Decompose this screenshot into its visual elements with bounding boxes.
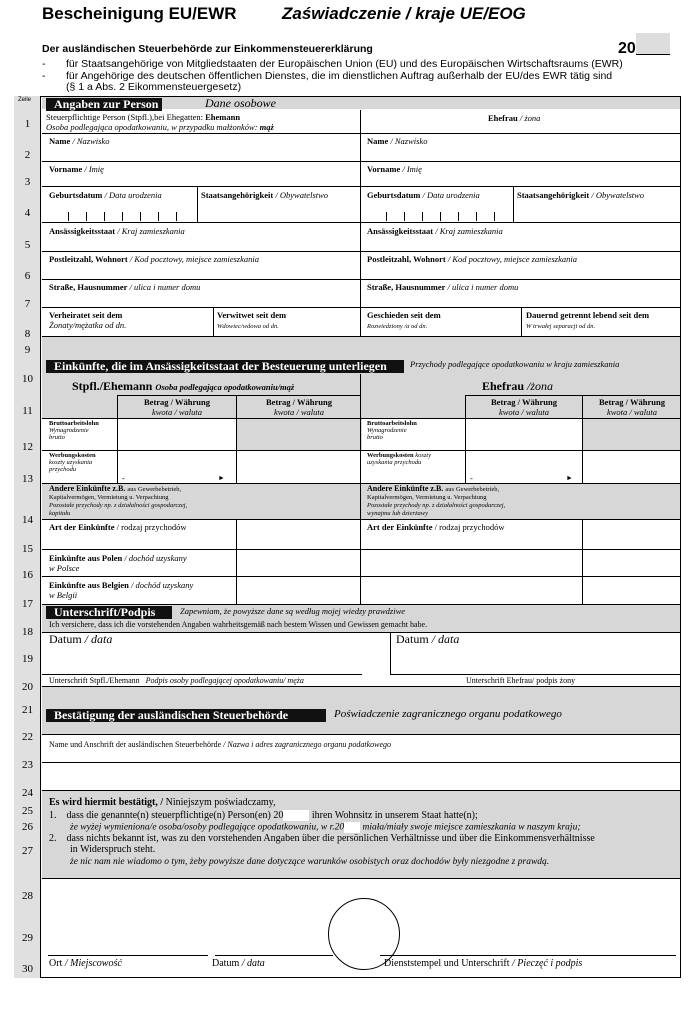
street-label-right[interactable]: Straße, Hausnummer / ulica i numer domu <box>367 282 519 292</box>
income-taxpayer-header: Stpfl./Ehemann Osoba podlegająca opodatkowaniu/mąż <box>72 379 295 393</box>
arrow-icon: ► <box>566 474 573 482</box>
other-income-label-right: Andere Einkünfte z.B. aus Gewerbebetrieb, Kapitalvermögen, Vermietung u. Verpachtung Pozostałe przychody np. z działalności gospodarczej, wynajmu lub dzierżawy <box>367 484 506 517</box>
authority-name-label[interactable]: Name und Anschrift der ausländischen Steuerbehörde / Nazwa i adres zagranicznego organu podatkowego <box>49 740 392 749</box>
rule <box>42 450 680 451</box>
postal-label-left[interactable]: Postleitzahl, Wohnort / Kod pocztowy, miejsce zamieszkania <box>49 254 259 264</box>
row-number: 5 <box>24 239 31 251</box>
rule <box>42 674 362 675</box>
row-number: 12 <box>22 441 33 453</box>
row-number: 8 <box>24 328 31 340</box>
amount-header-1: Betrag / Währung kwota / waluta <box>144 397 210 417</box>
date-tick <box>122 212 123 221</box>
residence-label-left[interactable]: Ansässigkeitsstaat / Kraj zamieszkania <box>49 226 185 236</box>
row-number: 1 <box>24 118 31 130</box>
row-number: 26 <box>22 821 33 833</box>
rule <box>236 519 237 604</box>
married-label[interactable]: Verheiratet seit dem Żonaty/mężatka od dn. <box>49 310 127 330</box>
date-tick <box>68 212 69 221</box>
rule <box>42 251 680 252</box>
gross-label-right: Bruttoarbeitslohn Wynagrodzenie brutto <box>367 420 417 441</box>
row-number: 28 <box>22 890 33 902</box>
section-income-title-pl: Przychody podlegające opodatkowaniu w kraju zamieszkania <box>410 359 620 369</box>
confirm-point-2: 2. dass nichts bekannt ist, was zu den vorstehenden Angaben über die persönlichen Verhältnisse und über die Einkommensverhältnisse <box>49 833 595 844</box>
birthdate-label-left[interactable]: Geburtsdatum / Data urodzenia <box>49 190 162 200</box>
row-number: 3 <box>24 176 31 188</box>
other-income-label-left: Andere Einkünfte z.B. aus Gewerbebetrieb, Kapitalvermögen, Vermietung u. Verpachtung Pozostałe przychody np. z działalności gospodarczej, kapitału <box>49 484 188 517</box>
date-tick <box>140 212 141 221</box>
row-number: 17 <box>22 598 33 610</box>
rule <box>42 576 680 577</box>
divorced-label[interactable]: Geschieden seit dem Rozwiedziony /a od dn. <box>367 310 441 330</box>
rule <box>42 519 680 520</box>
date-tick <box>476 212 477 221</box>
rule <box>42 186 680 187</box>
row-number: 11 <box>22 405 33 417</box>
residence-label-right[interactable]: Ansässigkeitsstaat / Kraj zamieszkania <box>367 226 503 236</box>
confirm-point-1-pl: że wyżej wymieniona/e osoba/osoby podlegające opodatkowaniu, w r.20 miała/miały swoje miejsce zamieszkania w naszym kraju; <box>70 822 581 833</box>
widowed-label[interactable]: Verwitwet seit dem Wdowiec/wdowa od dn. <box>217 310 287 330</box>
stamp-signature-label[interactable]: Dienststempel und Unterschrift / Pieczęć i podpis <box>384 958 583 969</box>
rule <box>360 374 361 604</box>
row-number: 10 <box>22 373 33 385</box>
gross-amount-right[interactable] <box>466 419 581 449</box>
rule <box>42 336 680 337</box>
place-label[interactable]: Ort / Miejscowość <box>49 958 122 969</box>
rule <box>42 549 680 550</box>
date-tick <box>494 212 495 221</box>
gross-label-left: Bruttoarbeitslohn Wynagrodzenie brutto <box>49 420 99 441</box>
separated-label[interactable]: Dauernd getrennt lebend seit dem W trwałej separacji od dn. <box>526 310 650 330</box>
name-label-right[interactable]: Name / Nazwisko <box>367 136 428 146</box>
row-number: 7 <box>24 298 31 310</box>
section-person-title: Angaben zur Person <box>46 98 162 111</box>
rule <box>197 186 198 222</box>
row-number: 27 <box>22 845 33 857</box>
rule <box>42 762 680 763</box>
form-title-pl: Zaświadczenie / kraje UE/EOG <box>282 4 526 23</box>
section-authority-title-pl: Poświadczenie zagranicznego organu podatkowego <box>334 708 562 720</box>
rule <box>42 734 680 735</box>
signature-assurance-pl: Zapewniam, że powyższe dane są według mojej wiedzy prawdziwe <box>180 606 406 616</box>
sig-label-right[interactable]: Unterschrift Ehefrau/ podpis żony <box>466 676 576 685</box>
belgium-income-label[interactable]: Einkünfte aus Belgien / dochód uzyskany w Belgii <box>49 580 194 600</box>
year-input[interactable] <box>636 33 670 55</box>
row-number: 4 <box>24 207 31 219</box>
postal-label-right[interactable]: Postleitzahl, Wohnort / Kod pocztowy, miejsce zamieszkania <box>367 254 577 264</box>
section-authority-title: Bestätigung der ausländischen Steuerbehörde <box>46 709 326 722</box>
zeile-label: Zeile <box>18 97 32 103</box>
row-number: 20 <box>22 681 33 693</box>
date-tick <box>176 212 177 221</box>
spouse-label: Ehefrau / żona <box>488 113 541 123</box>
row-number: 9 <box>24 344 31 356</box>
costs-label-right: Werbungskosten koszty uzyskania przychodu <box>367 452 432 466</box>
firstname-label-left[interactable]: Vorname / Imię <box>49 164 104 174</box>
row-number: 2 <box>24 149 31 161</box>
sig-date-right[interactable]: Datum / data <box>396 632 460 646</box>
rule <box>582 395 583 483</box>
section-income-title: Einkünfte, die im Ansässigkeitsstaat der Besteuerung unterliegen <box>46 360 404 373</box>
rule <box>465 395 680 396</box>
amount-header-3: Betrag / Währung kwota / waluta <box>491 397 557 417</box>
rule <box>213 307 214 336</box>
taxpayer-label: Steuerpflichtige Person (Stpfl.),bei Ehegatten: Ehemann <box>46 112 241 122</box>
street-label-left[interactable]: Straße, Hausnummer / ulica i numer domu <box>49 282 201 292</box>
date-tick <box>386 212 387 221</box>
rule <box>380 955 676 956</box>
rule <box>390 674 680 675</box>
rule <box>236 395 237 483</box>
gross-amount-left[interactable] <box>118 419 235 449</box>
row-number: 16 <box>22 569 33 581</box>
person-divider <box>360 110 361 336</box>
rule <box>42 790 680 791</box>
rule <box>582 519 583 604</box>
date-tick <box>158 212 159 221</box>
rule <box>513 186 514 222</box>
section-person-title-pl: Dane osobowe <box>205 96 276 110</box>
shade-cell <box>582 418 680 450</box>
row-number: 19 <box>22 653 33 665</box>
minus-sign-right: - <box>470 473 473 483</box>
row-number: 6 <box>24 270 31 282</box>
rule <box>42 133 680 134</box>
row-number: 14 <box>22 514 33 526</box>
sig-date-left[interactable]: Datum / data <box>49 632 113 646</box>
row-number: 15 <box>22 543 33 555</box>
amount-header-4: Betrag / Währung kwota / waluta <box>599 397 665 417</box>
date-tick <box>440 212 441 221</box>
row-number: 21 <box>22 704 33 716</box>
date-tick <box>104 212 105 221</box>
income-kind-right[interactable]: Art der Einkünfte / rodzaj przychodów <box>367 522 505 532</box>
row-number: 29 <box>22 932 33 944</box>
rule <box>390 632 391 674</box>
date-tick <box>86 212 87 221</box>
section-signature-title: Unterschrift/Podpis <box>46 606 172 619</box>
form-title-de: Bescheinigung EU/EWR <box>42 4 237 23</box>
rule <box>42 161 680 162</box>
date-tick <box>458 212 459 221</box>
rule <box>42 878 680 879</box>
row-number: 23 <box>22 759 33 771</box>
citizenship-label-left[interactable]: Staatsangehörigkeit / Obywatelstwo <box>201 190 329 200</box>
sig-label-left[interactable]: Unterschrift Stpfl./Ehemann Podpis osoby podlegającej opodatkowaniu/ męża <box>49 676 304 685</box>
year-prefix: 20 <box>618 40 636 57</box>
rule <box>521 307 522 336</box>
rule <box>42 222 680 223</box>
form-subtitle: Der ausländischen Steuerbehörde zur Einkommensteuererklärung <box>42 43 373 55</box>
income-spouse-header: Ehefrau /żona <box>482 379 554 393</box>
authority-date-label[interactable]: Datum / data <box>212 958 265 969</box>
rule <box>42 632 680 633</box>
poland-income-label[interactable]: Einkünfte aus Polen / dochód uzyskany w Polsce <box>49 553 187 573</box>
shade-cell <box>236 418 362 450</box>
amount-header-2: Betrag / Währung kwota / waluta <box>266 397 332 417</box>
confirm-point-1: 1. dass die genannte(n) steuerpflichtige(n) Person(en) 20 ihren Wohnsitz in unserem Staat hatte(n); <box>49 810 478 821</box>
signature-assurance-de: Ich versichere, dass ich die vorstehenden Angaben wahrheitsgemäß nach bestem Wissen und Gewissen gemacht habe. <box>49 620 428 629</box>
date-tick <box>404 212 405 221</box>
row-number: 24 <box>22 787 33 799</box>
birthdate-label-right[interactable]: Geburtsdatum / Data urodzenia <box>367 190 480 200</box>
name-label-left[interactable]: Name / Nazwisko <box>49 136 110 146</box>
confirm-point-2b: in Widerspruch steht. <box>70 844 156 855</box>
confirm-point-2-pl: że nic nam nie wiadomo o tym, żeby powyższe dane dotyczące warunków osobistych oraz dochodów były niezgodne z prawdą. <box>70 857 550 867</box>
citizenship-label-right[interactable]: Staatsangehörigkeit / Obywatelstwo <box>517 190 645 200</box>
rule <box>117 395 360 396</box>
income-kind-left[interactable]: Art der Einkünfte / rodzaj przychodów <box>49 522 187 532</box>
row-number: 30 <box>22 963 33 975</box>
date-tick <box>422 212 423 221</box>
row-number: 22 <box>22 731 33 743</box>
row-number: 25 <box>22 805 33 817</box>
costs-label-left: Werbungskosten koszty uzyskania przychodu <box>49 452 96 473</box>
arrow-icon: ► <box>218 474 225 482</box>
rule <box>42 279 680 280</box>
confirm-intro: Es wird hiermit bestätigt, / Niniejszym poświadczamy, <box>49 797 276 808</box>
taxpayer-label-pl: Osoba podlegająca opodatkowaniu, w przypadku małżonków: mąż <box>46 122 274 132</box>
rule <box>215 955 333 956</box>
rule <box>42 686 680 687</box>
firstname-label-right[interactable]: Vorname / Imię <box>367 164 422 174</box>
row-number: 18 <box>22 626 33 638</box>
rule <box>42 307 680 308</box>
minus-sign-left: - <box>122 473 125 483</box>
rule <box>48 955 208 956</box>
row-number: 13 <box>22 473 33 485</box>
